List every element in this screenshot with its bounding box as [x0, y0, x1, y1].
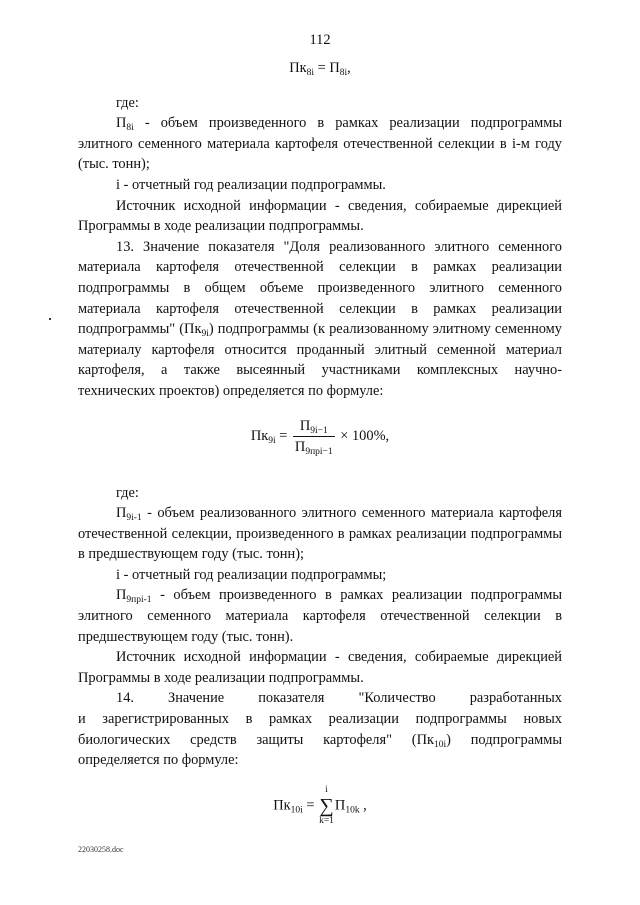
- item-13-text-b: ) подпрограммы (к реализованному элитному семенному материалу картофеля относится проданный элитный семенной материал картофеля, а также высеянный участниками комплексных научно-технических проектов) определяется по формуле:: [78, 321, 562, 399]
- source-paragraph-8: Источник исходной информации - сведения, собираемые дирекцией Программы в ходе реализации подпрограммы.: [78, 197, 562, 235]
- formula-9-numerator: [293, 416, 335, 437]
- formula-8-rhs-sub: 8i: [339, 68, 348, 78]
- definition-p9pri-1-symbol: П: [116, 587, 127, 604]
- formula-9-num-symbol: П: [299, 417, 311, 434]
- item-13-paragraph: [78, 237, 562, 402]
- formula-10-sum-top: i: [325, 784, 328, 795]
- definition-p9i-1-text: - объем реализованного элитного семенного материала картофеля отечественной селекции, произведенного в рамках реализации подпрограммы в предшествующем году (тыс. тонн);: [78, 505, 562, 563]
- definition-p9i-1-symbol: П: [116, 505, 127, 522]
- formula-10-tail: ,: [359, 797, 367, 814]
- definition-p9i-1-sub: 9i-1: [126, 513, 142, 524]
- definition-p8i: [78, 113, 562, 175]
- formula-9-lhs: Пк: [250, 427, 269, 444]
- where-label-8: где:: [116, 94, 139, 111]
- definition-p8i-sub: 8i: [126, 123, 134, 134]
- formula-9-den-symbol: П: [294, 438, 306, 455]
- formula-9-tail: × 100%,: [336, 427, 390, 444]
- item-14-sub: 10i: [433, 739, 447, 750]
- formula-8-lhs-sub: 8i: [306, 68, 315, 78]
- formula-9: [78, 416, 562, 457]
- definition-p8i-text: - объем произведенного в рамках реализации подпрограммы элитного семенного материала картофеля отечественной селекции в i-м году (тыс. тонн);: [78, 115, 562, 173]
- formula-10-sum-symbol: ∑: [319, 794, 334, 817]
- page-number: 112: [309, 32, 331, 48]
- formula-10-sum-bottom: k=1: [319, 815, 334, 826]
- definition-p8i-symbol: П: [116, 115, 127, 132]
- definition-i-9: i - отчетный год реализации подпрограммы;: [116, 566, 387, 583]
- formula-9-eq: =: [275, 427, 291, 444]
- formula-9-fraction: [293, 416, 335, 457]
- margin-dot: [49, 318, 51, 320]
- formula-8-rhs: П: [329, 60, 340, 76]
- formula-9-lhs-sub: 9i: [268, 435, 276, 446]
- formula-10-lhs: Пк: [273, 797, 291, 814]
- item-14-text-a: и зарегистрированных в рамках реализации подпрограммы новых биологических средств защиты картофеля" (Пк: [78, 711, 562, 748]
- formula-9-denominator: [293, 437, 335, 457]
- definition-p9pri-1-text: - объем произведенного в рамках реализации подпрограммы элитного семенного материала картофеля отечественной селекции в предшествующем году (тыс. тонн).: [78, 587, 562, 645]
- formula-10-eq: =: [302, 797, 319, 814]
- definition-p9pri-1: [78, 585, 562, 647]
- item-13-sub: 9i: [201, 329, 209, 340]
- definition-p9pri-1-sub: 9прi-1: [126, 595, 152, 606]
- formula-8-lhs: Пк: [289, 60, 307, 76]
- item-14-line1: 14. Значение показателя "Количество разработанных: [116, 690, 562, 707]
- item-14-paragraph: [78, 709, 562, 771]
- item-14-text-b: ) подпрограммы определяется по формуле:: [78, 731, 562, 769]
- source-paragraph-9: Источник исходной информации - сведения, собираемые дирекцией Программы в ходе реализации подпрограммы.: [78, 649, 562, 686]
- formula-8-tail: ,: [347, 60, 351, 76]
- formula-10-summation: [319, 785, 334, 827]
- formula-10-term: П: [334, 797, 346, 814]
- where-label-9: где:: [116, 484, 139, 501]
- formula-8-eq: =: [314, 60, 330, 76]
- definition-p9i-1: [78, 503, 562, 565]
- footer-doc-filename: 22030258.doc: [78, 845, 124, 854]
- definition-i-8: i - отчетный год реализации подпрограммы.: [116, 176, 386, 193]
- formula-9-den-sub: 9прi−1: [305, 446, 333, 457]
- formula-10-lhs-sub: 10i: [290, 805, 303, 816]
- formula-10: [78, 785, 562, 827]
- formula-10-term-sub: 10k: [345, 805, 360, 816]
- formula-9-num-sub: 9i−1: [310, 425, 328, 436]
- formula-8: [78, 58, 562, 79]
- item-13-text-a: 13. Значение показателя "Доля реализованного элитного семенного материала картофеля отечественной селекции в рамках реализации подпрограммы в общем объеме произведенного элитного семенного материала картофеля отечественной селекции в рамках реализации подпрограммы" (Пк: [78, 238, 562, 338]
